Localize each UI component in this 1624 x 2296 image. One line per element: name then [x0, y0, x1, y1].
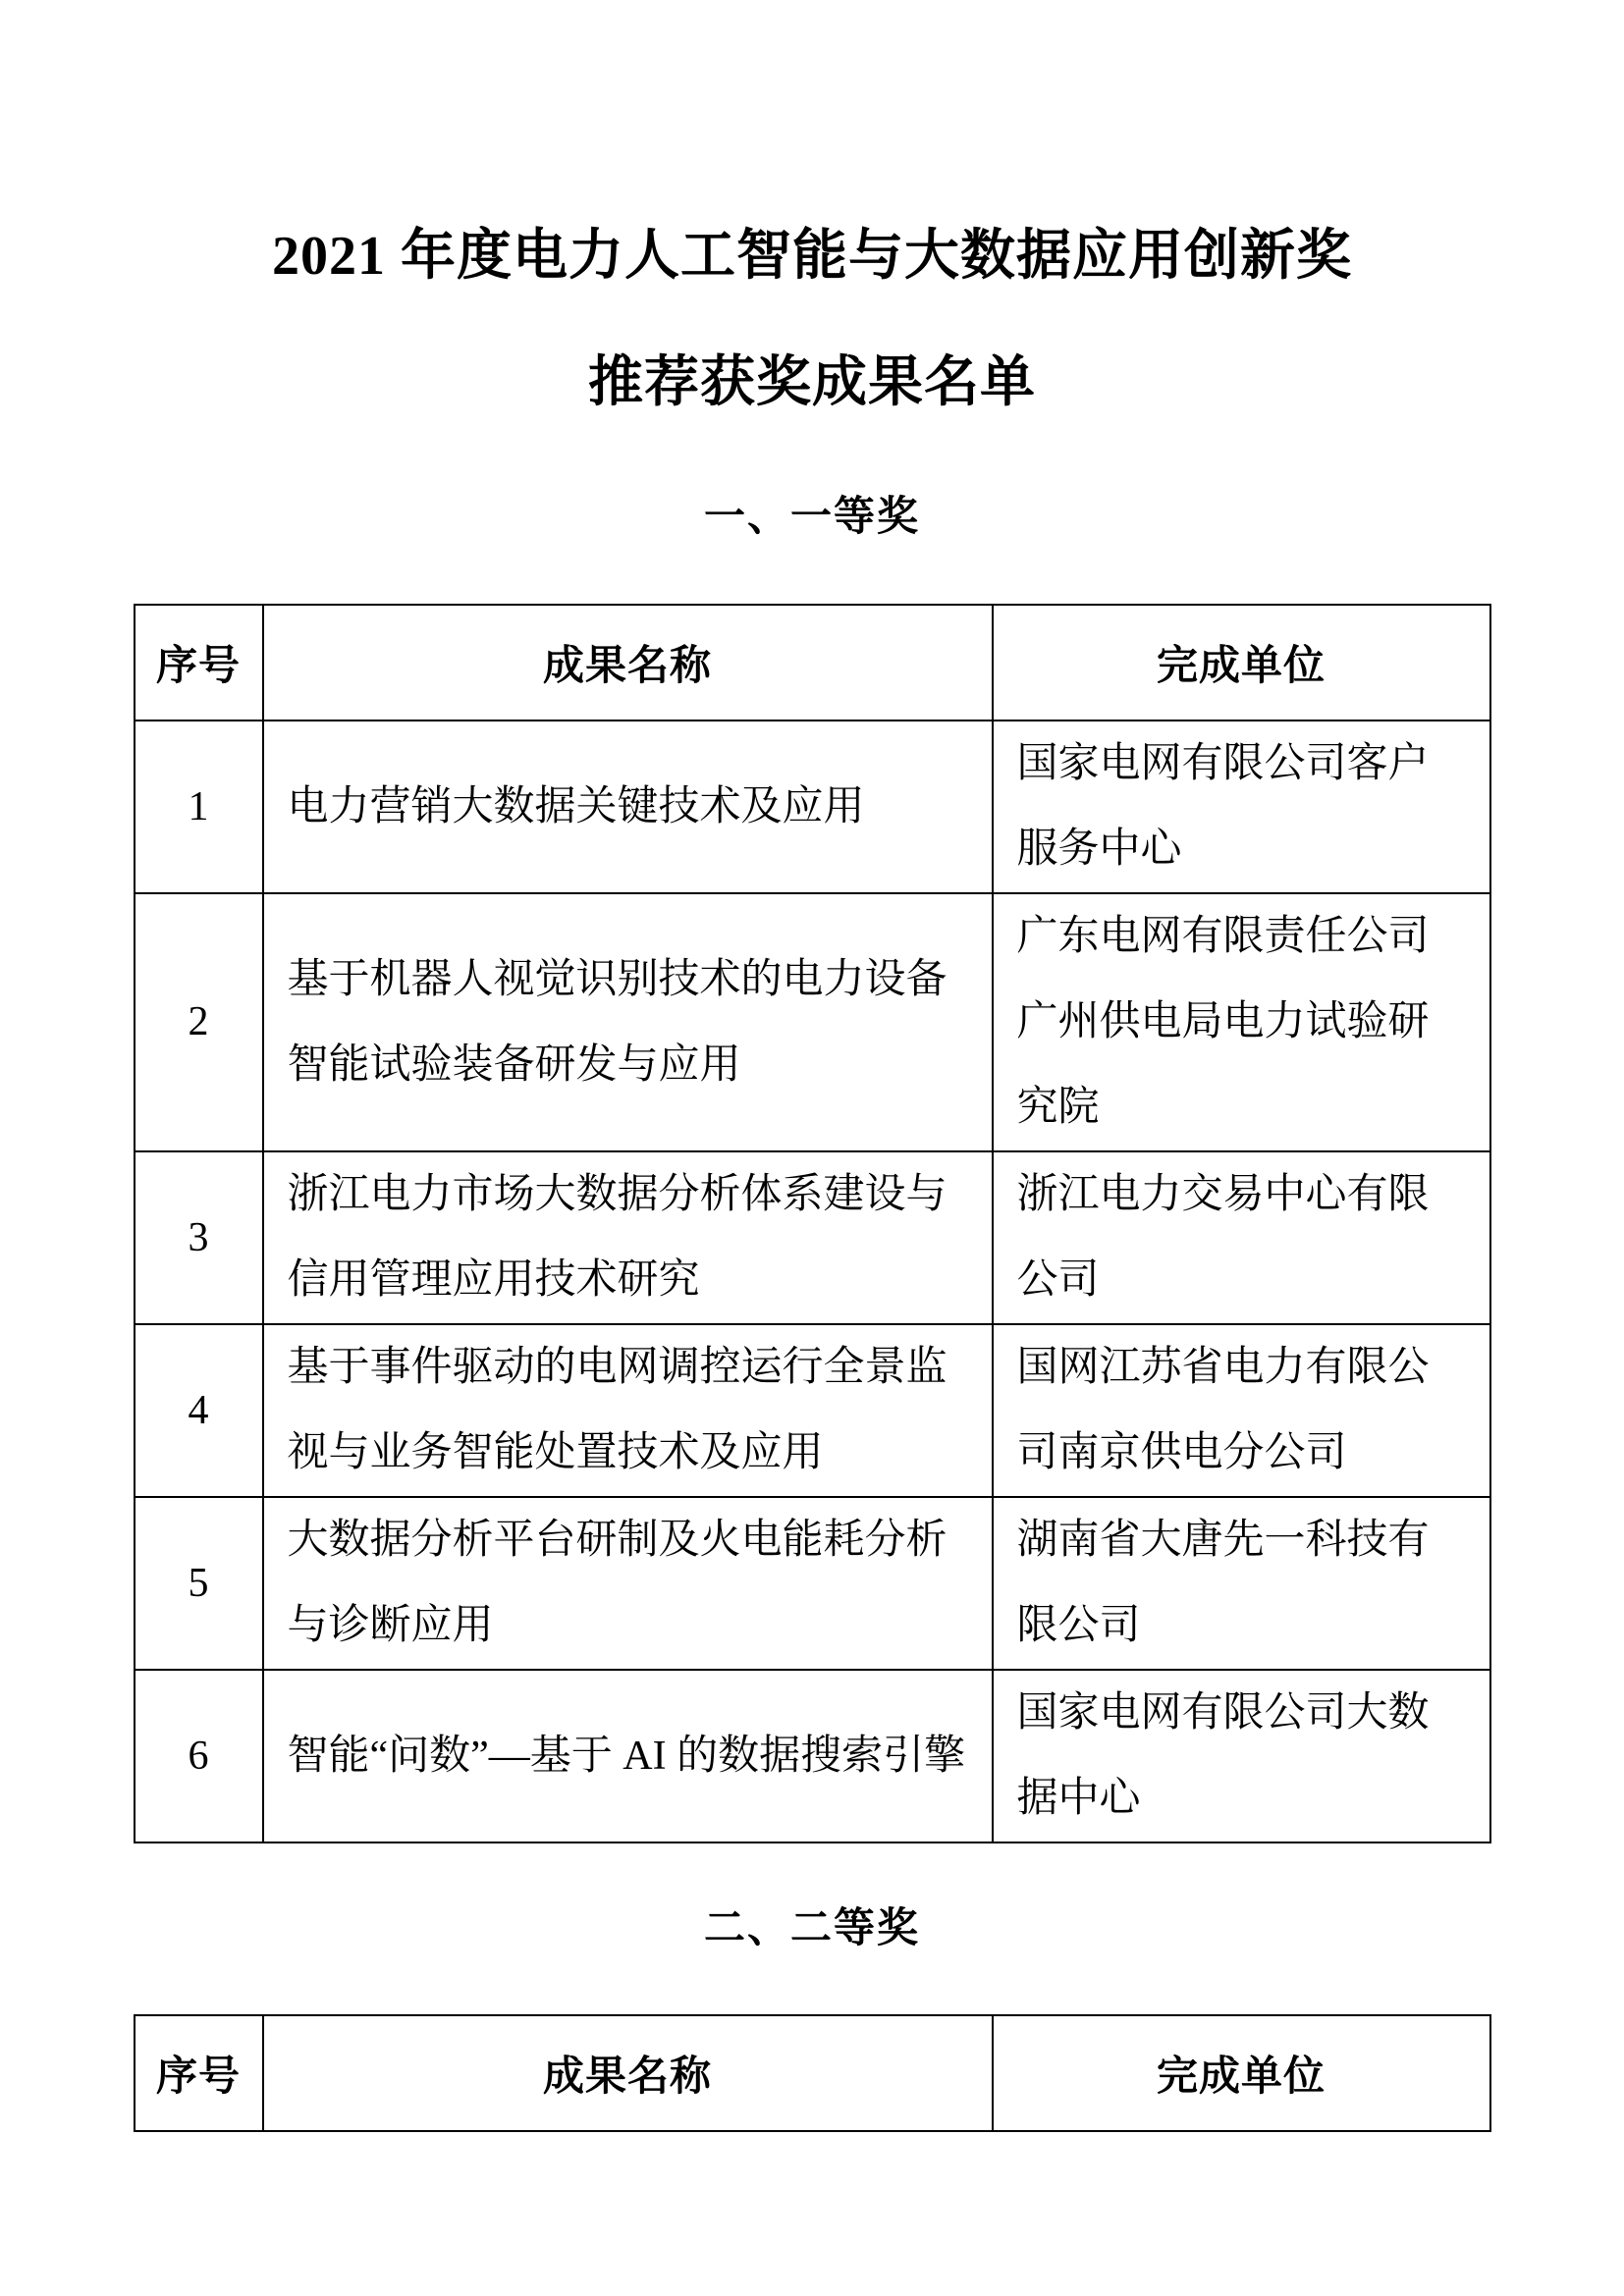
achievement-name-cell: 基于机器人视觉识别技术的电力设备智能试验装备研发与应用 — [263, 893, 993, 1151]
serial-cell: 6 — [135, 1670, 263, 1842]
section-heading-first-prize: 一、一等奖 — [703, 495, 920, 540]
column-header-achievement-name: 成果名称 — [263, 605, 993, 721]
table-row — [135, 1497, 1490, 1670]
second-prize-table-header — [135, 2015, 1490, 2131]
achievement-name-cell: 大数据分析平台研制及火电能耗分析与诊断应用 — [263, 1497, 993, 1670]
table-header-row — [135, 605, 1490, 721]
table-header-row — [135, 2015, 1490, 2131]
serial-cell: 5 — [135, 1497, 263, 1670]
title-line-1: 2021 年度电力人工智能与大数据应用创新奖 — [272, 226, 1352, 287]
table-row — [135, 1324, 1490, 1497]
column-header-serial-number: 序号 — [135, 605, 263, 721]
column-header-completing-organization: 完成单位 — [993, 2015, 1490, 2131]
column-header-serial-number: 序号 — [135, 2015, 263, 2131]
column-header-completing-organization: 完成单位 — [993, 605, 1490, 721]
table-row — [135, 1151, 1490, 1324]
serial-cell: 4 — [135, 1324, 263, 1497]
section-heading-second-prize: 二、二等奖 — [703, 1906, 920, 1951]
organization-cell: 浙江电力交易中心有限公司 — [993, 1151, 1490, 1324]
organization-cell: 国家电网有限公司客户服务中心 — [993, 721, 1490, 893]
organization-cell: 国网江苏省电力有限公司南京供电分公司 — [993, 1324, 1490, 1497]
column-header-achievement-name: 成果名称 — [263, 2015, 993, 2131]
first-prize-table-header — [135, 605, 1490, 721]
organization-cell: 湖南省大唐先一科技有限公司 — [993, 1497, 1490, 1670]
first-prize-table — [134, 604, 1491, 1843]
organization-cell: 广东电网有限责任公司广州供电局电力试验研究院 — [993, 893, 1490, 1151]
serial-cell: 2 — [135, 893, 263, 1151]
achievement-name-cell: 智能“问数”—基于 AI 的数据搜索引擎 — [263, 1670, 993, 1842]
achievement-name-cell: 浙江电力市场大数据分析体系建设与信用管理应用技术研究 — [263, 1151, 993, 1324]
serial-cell: 3 — [135, 1151, 263, 1324]
title-line-2: 推荐获奖成果名单 — [588, 352, 1036, 413]
table-row — [135, 1670, 1490, 1842]
achievement-name-cell: 基于事件驱动的电网调控运行全景监视与业务智能处置技术及应用 — [263, 1324, 993, 1497]
achievement-name-cell: 电力营销大数据关键技术及应用 — [263, 721, 993, 893]
second-prize-table — [134, 2014, 1491, 2132]
table-row — [135, 721, 1490, 893]
table-row — [135, 893, 1490, 1151]
serial-cell: 1 — [135, 721, 263, 893]
organization-cell: 国家电网有限公司大数据中心 — [993, 1670, 1490, 1842]
page-title — [0, 193, 1624, 447]
